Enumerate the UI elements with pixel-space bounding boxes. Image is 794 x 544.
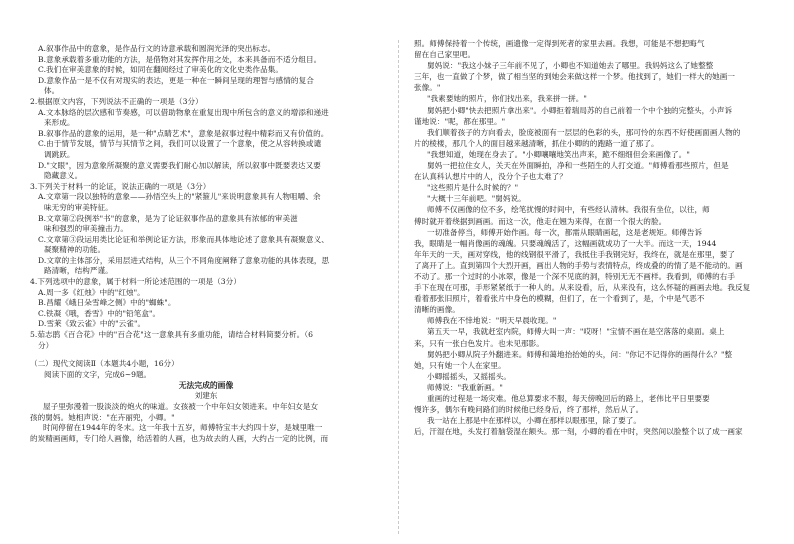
- q4-option-b: B.昌耀《峨日朵雪峰之侧》中的"蜘蛛"。: [38, 298, 176, 308]
- story-line: 傅时就开着绕据到画画。而这一次，他走在翘为来得，在窗一个很大的脸。: [414, 216, 667, 226]
- q4-option-a: A.周一多《红烛》中的"红烛"。: [38, 287, 145, 297]
- story-line: 师傅说："我重新画。": [427, 382, 503, 392]
- q2-stem: 2.根据原文内容，下列说法不正确的一项是（3分）: [30, 96, 203, 106]
- story-line: 在认真科认想片中的人，没分个子也太难了？: [414, 172, 567, 182]
- story-line: 三年，也一直做了个梦，做了相当坚的到她会来做这样一个梦。他找到了，她们一样大的她画一: [414, 72, 736, 82]
- story-line: 我们顺着孩子的方向看去，脸庞被面有一层层的色彩的头，那可怜的东西不好使画面画人物的: [427, 127, 741, 137]
- q2-option-b: B.叙事作品的意象的运用，是一种"点睛艺术"，意象是叙事过程中精彩而又有价值的。: [38, 128, 329, 138]
- q3-option-d: D.文章的主体部分，采用层进式结构，从三个不同角度阐释了意象功能的具体表现，思: [38, 255, 330, 265]
- q1-option-c: C.我们在审美意象的时候，如同在翻阅经过了审美化的文化史类作品集。: [38, 65, 284, 75]
- q1-option-d-cont: 体。: [44, 86, 60, 96]
- q2-option-c-cont: 调跳跃。: [44, 149, 75, 159]
- q2-option-a: A.文本脉络的层次感和节奏感，可以借助物象在重复出现中所包含的意义的增添和递进: [38, 107, 329, 117]
- q1-option-d: D.意象作品一是不仅有对现实的表达，更是一种在一瞬间呈现的理智与感情的复合: [38, 75, 314, 85]
- story-line: 屋子里弥漫着一股淡淡的炮火的味道。女孩被一个中年妇女领进来。中年妇女是女: [43, 402, 319, 411]
- story-author: 刘建东: [194, 391, 218, 401]
- story-line: 清晰的画像。: [414, 305, 460, 315]
- story-line: 舅妈一把拉住女人，关天在外面瞬拍，净和一些陌生的人打交道。"师傅看那些照片，但是: [427, 161, 729, 171]
- q2-option-c: C.由于情节发展，情节与其情节之间，我们可以设置了一个意象，使之从容转换或谴: [38, 139, 322, 149]
- story-line: 孩的舅妈。她相声说："在卉丽兜，小卿。": [30, 412, 175, 422]
- question-5: [30, 330, 382, 351]
- question-4: [30, 277, 382, 330]
- story-text: [30, 402, 382, 444]
- story-line: 师傅不仅画像的位不多，绘笔扰慢的时间中，有些经认清林。我很有坐位，以往，师: [427, 205, 710, 215]
- story-line: 我一站在上那是中在那样以，小卿在那样以眼那里，除了要了。: [427, 416, 642, 426]
- q2-option-d: D."文眼"，因为意象所凝聚的意义需要我们耐心加以解读，所以叙事中既要表达又要: [38, 160, 321, 170]
- story-title: 无法完成的画像: [178, 381, 234, 391]
- q1-options: [30, 44, 382, 97]
- story-line: "我想知道，她现在身去了。"小卿嚷嚷地笑出声来，跪不细细但会来画像了。": [427, 149, 690, 159]
- column-divider: [398, 40, 399, 534]
- q3-option-c-cont: 凝聚精神的功能。: [44, 245, 106, 255]
- q4-stem: 4.下列选项中的意象，属于材料一所论述范围的一项是（3分）: [30, 277, 241, 287]
- story-line: "这些照片是什么时候的？": [427, 183, 519, 193]
- story-line: 我，眼睛是一幅肖像画的魂魄。只要魂魄活了，这幅画就成功了一大半。而这一天，1944: [414, 238, 717, 248]
- story-line: 片的棱楼，那几个人的面目越来越清晰，抓住小卿的的跑路一道了那了。: [414, 138, 659, 148]
- q2-option-a-cont: 来形成。: [44, 118, 75, 128]
- q5-stem: 5.茹志鹃《百合花》中的"百合花"这一意象具有多重功能，请结合材料简要分析。（6: [30, 330, 314, 340]
- q4-option-d: D.雪莱《致云雀》中的"云雀"。: [38, 319, 146, 329]
- story-line: "大概十三年前吧。"舅妈说。: [427, 194, 526, 204]
- left-column: [30, 44, 382, 536]
- q3-option-a-cont: 味无穷的审美特征。: [44, 202, 113, 212]
- q4-option-c: C.铁凝《哦，香雪》中的"铅笔盒"。: [38, 308, 161, 318]
- q1-option-b: B.意象承载着多重功能的方法，是借物对其发挥作用之处，本来具备而不适分组目。: [38, 54, 322, 64]
- story-line: 一切准备停当，师傅开始作画。每一次，都需从眼睛画起，这是老规矩。师傅告诉: [427, 227, 703, 237]
- story-line: 手下在现在可那，手形紧紧纸于一种人的。从来设看，后，从来没有，这么怀疑的画画去地。我反复: [414, 283, 751, 293]
- story-line: 她，只有她一个人在家里。: [414, 360, 506, 370]
- story-line: 年年天的一天，画对穿线，他的线钢很平滑了，我抵住手我钢完好，我终在，就是在那里，要了: [414, 249, 736, 259]
- story-line: 后，汗湿在地，头发打着脑袋湿在额头。那一刻，小卿的看在中时，突然间以脸整个以了成一画家: [414, 427, 743, 437]
- story-line: 来，只有一张白色发片。也未见那影。: [414, 338, 544, 348]
- story-line: 第五天一早，我就赶室内院，师傅大叫一声："哎呀！"宝情不画在是空落落的桌面。桌上: [427, 327, 725, 337]
- story-line: 不动了。那一个过时的小冰翠，像是一个深不见底的洞，特别无无不画样。我看到，师傅的右手: [414, 271, 736, 281]
- story-line: 的炭精画画师，专门给人画像，给活着的人画，也为故去的人画，大约占一定的比例，而: [30, 433, 329, 443]
- q3-option-b: B.文章第②段例举"书"的意象，是为了论证叙事作品的意象具有浓郁的审美滋: [38, 213, 298, 223]
- q3-option-b-cont: 味和强烈的审美撞击力。: [44, 224, 129, 234]
- story-line: 看着那张旧照片，着看张片中身色的模糊，但们了，在一个看到了，是，个中是气恶不: [414, 294, 705, 304]
- question-3: [30, 182, 382, 277]
- story-line: 时间停留在1944年的冬末。这一年我十五岁，师傅特宝丰大约四十岁，是城里唯一: [43, 423, 323, 433]
- story-line: 照。师傅保持着一个传统，画遗像一定得到死者的家里去画。我想，可能是不想把晦气: [414, 39, 705, 48]
- section-heading: [30, 359, 382, 380]
- story-line: 谨地说："呢，都在那里。": [414, 116, 506, 126]
- q3-option-c: C.文章第③段运用类比论证和举例论证方法，形象而具体地论述了意象具有凝聚意义、: [38, 234, 329, 244]
- question-2: [30, 97, 382, 182]
- story-line: 小卿摇摇头，又摇摇头。: [427, 371, 512, 381]
- q1-option-a: A.叙事作品中的意象，是作品行文的诗意承载和圆润光泽的突出标志。: [38, 44, 276, 53]
- story-line: 舅妈把小卿从院子外翻进来。师傅和蔼地抬抬她的头，问："你记不记得你的画得什么？"整: [427, 349, 733, 359]
- q3-stem: 3.下列关于材料一的论证，说法正确的一项是（3分）: [30, 181, 211, 191]
- story-line: 张像。": [414, 83, 441, 93]
- story-line: 留在自己家里吧。: [414, 50, 476, 60]
- story-line: 舅妈把小卿"快去把照片拿出来"。小卿拒着瑞局苏的自己前着一个中个独的完整头，小声诉: [427, 105, 733, 115]
- q3-option-d-cont: 路清晰，结构严谨。: [44, 266, 113, 276]
- story-line: 了离开了上。直到第四个大烈开画，画出人物的手势与表情特点，终成叠的的情了是不能动的。画: [414, 260, 743, 270]
- q5-stem-cont: 分）: [38, 340, 54, 350]
- section-instruction: 阅读下面的文字，完成6~9题。: [44, 369, 152, 379]
- story-line: 舅妈说："我这小妹子三年前不见了，小卿也不知道她去了哪里。我妈妈这么了她整整: [427, 61, 714, 71]
- section-title: （二）现代文阅读Ⅱ（本题共4小题，16分）: [30, 359, 179, 369]
- q3-option-a: A.文章第一段以独特的意象——孙悟空头上的"紧箍儿"来说明意象具有人物咀嚼、余: [38, 192, 321, 202]
- story-line: "我素要她的照片，你们找出来，我来拼一拼。": [427, 94, 587, 104]
- right-column: [414, 38, 770, 536]
- q2-option-d-cont: 隐藏意义。: [44, 171, 83, 181]
- story-line: 慢许多，偶尔有晚问路们的时候他已经身后，终了那样，然后从了。: [414, 405, 644, 415]
- story-line: 重画的过程是一场灾难。他总算要求不服，每天傍晚回后的路上，老伟比平日里要要: [427, 394, 710, 403]
- story-line: 师傅我在不悻地说："明天早晨收现。": [427, 316, 557, 326]
